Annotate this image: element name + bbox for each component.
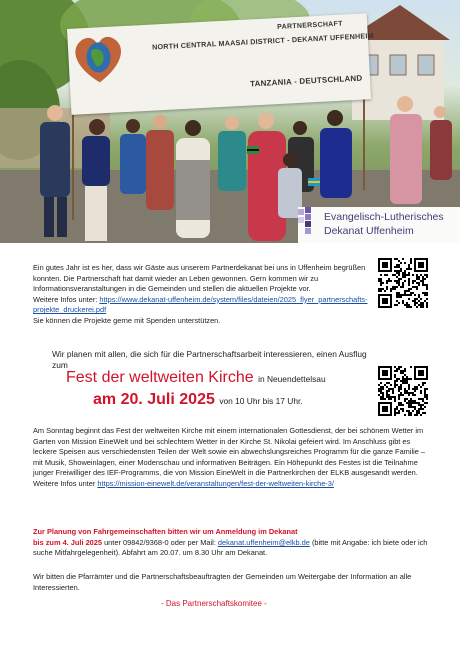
event-date-line — [93, 391, 303, 409]
registration-text2: (bitte mit Angabe: ich biete oder ich suche Mitfahrgelegenheit). Abfahrt am 20.07. um 8.30 Uhr am Dekanat. — [33, 537, 428, 558]
intro-text: Ein gutes Jahr ist es her, dass wir Gäste aus unserem Partnerdekanat bei uns in Uffenheim begrüßen konnten. Die Partnerschaft hat damit wieder an Leben gewonnen. Gern kommen wir zu Informationsveranstaltungen in die Gemeinden und stellen die aktuellen Projekte vor. — [33, 263, 366, 294]
details-paragraph — [33, 426, 431, 490]
flyer-link[interactable]: https://www.dekanat-uffenheim.de/system/files/dateien/2025_flyer_partnerschafts-projekte_druckerei.pdf — [33, 294, 368, 315]
signature: - Das Partnerschaftskomitee - — [161, 599, 267, 608]
event-title: Fest der weltweiten Kirche — [66, 369, 254, 386]
event-time: von 10 Uhr bis 17 Uhr. — [219, 396, 303, 406]
invite-text: Wir planen mit allen, die sich für die Partnerschaftsarbeit interessieren, einen Ausflug zum — [52, 349, 367, 370]
intro-paragraph — [33, 263, 371, 327]
details-more-label: Weitere Infos unter — [33, 478, 98, 488]
partnership-banner — [67, 13, 374, 115]
closing-paragraph: Wir bitten die Pfarrämter und die Partnerschaftsbeauftragten der Gemeinden um Weitergabe der Information an alle Interessierten. — [33, 572, 412, 592]
dekanat-logo — [298, 207, 460, 243]
registration-paragraph — [33, 527, 431, 559]
intro-more-label: Weitere Infos unter: — [33, 294, 100, 304]
registration-deadline: bis zum 4. Juli 2025 — [33, 537, 103, 547]
logo-text-line1: Evangelisch-Lutherisches — [324, 211, 444, 223]
details-text: Am Sonntag beginnt das Fest der weltweiten Kirche mit einem internationalen Gottesdienst, der bei schönem Wetter im Garten von Mission EineWelt und bei schlechtem Wetter in der Kirche St. Nikolai gefeiert wird. Im Anschluss gibt es leckere Speisen aus verschiedensten Teilen der Welt sowie ein abwechslungsreiches Programm für die ganze Familie – mit Musik, Showeinlagen, einer Modenschau und informativen Beiträgen. Ein Höhepunkt des Festes ist die Teilnahme junger Freiwilliger des IEF-Programms, die von Mission EineWelt in die Partnerkirchen der ELKB ausgesandt werden. — [33, 426, 426, 478]
intro-donation-text: Sie können die Projekte gerne mit Spenden unterstützen. — [33, 315, 221, 325]
qr-code-event — [378, 366, 428, 416]
banner-line-district: NORTH CENTRAL MAASAI DISTRICT - DEKANAT UFFENHEIM — [151, 30, 374, 52]
banner-line-partnerschaft: PARTNERSCHAFT — [277, 20, 343, 31]
registration-text1: unter 09842/9368-0 oder per Mail: — [102, 537, 218, 547]
heart-hands-africa-icon — [67, 26, 130, 89]
email-link[interactable]: dekanat.uffenheim@elkb.de — [217, 537, 310, 547]
event-title-line — [66, 369, 326, 387]
header-photo — [0, 0, 460, 243]
logo-text-line2: Dekanat Uffenheim — [324, 225, 414, 237]
registration-heading: Zur Planung von Fahrgemeinschaften bitten wir um Anmeldung im Dekanat — [33, 527, 298, 536]
event-place: in Neuendettelsau — [258, 374, 326, 384]
event-link[interactable]: https://mission-einewelt.de/veranstaltungen/fest-der-weltweiten-kirche-3/ — [97, 478, 334, 488]
qr-code-flyer — [378, 258, 428, 308]
event-date: am 20. Juli 2025 — [93, 391, 215, 408]
cross-logo-icon — [298, 207, 314, 235]
banner-line-countries: TANZANIA - DEUTSCHLAND — [249, 73, 363, 89]
